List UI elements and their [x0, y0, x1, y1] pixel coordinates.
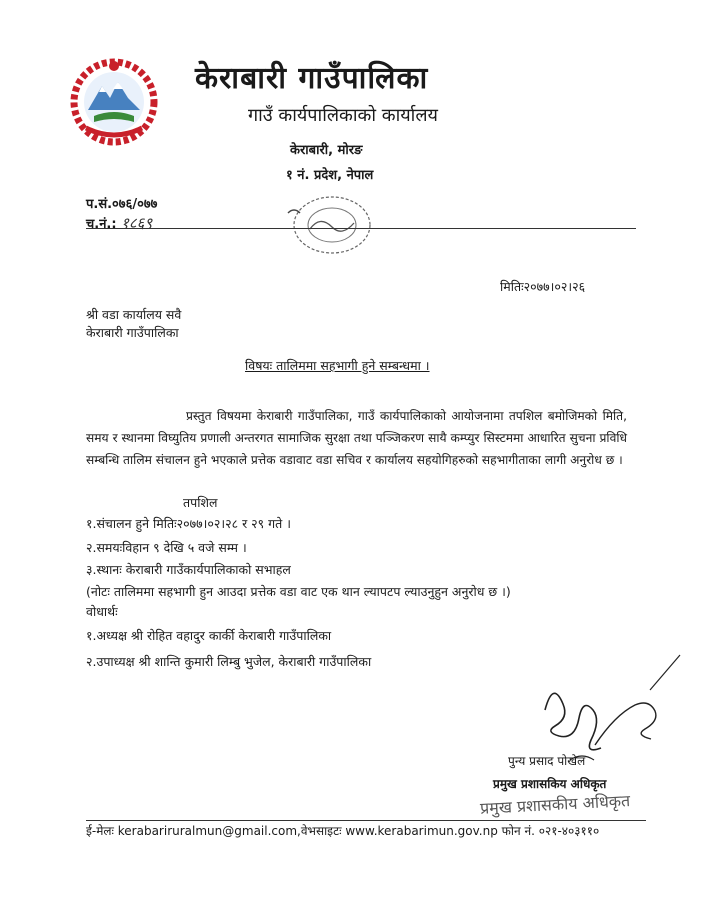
address-line-1: केराबारी, मोरङ [290, 143, 363, 158]
designation-stamp: प्रमुख प्रशासकीय अधिकृत [479, 791, 631, 818]
recipient-line-2: केराबारी गाउँपालिका [86, 325, 179, 340]
header-divider [86, 228, 636, 229]
bodharth-item-vice-chair: २.उपाध्यक्ष श्री शान्ति कुमारी लिम्बु भुजेल, केराबारी गाउँपालिका [86, 654, 372, 669]
nepal-emblem-logo [66, 58, 162, 146]
bodharth-item-chair: १.अध्यक्ष श्री रोहित वहादुर कार्की केराबारी गाउँपालिका [86, 628, 332, 643]
dispatch-number-handwritten: १८६९ [121, 214, 153, 232]
letter-subject: विषयः तालिममा सहभागी हुने सम्बन्धमा । [245, 358, 430, 373]
bodharth-heading: वोधार्थः [86, 604, 118, 619]
tapasil-item-date: १.संचालन हुने मितिः२०७७।०२।२८ र २९ गते । [86, 516, 292, 531]
footer-divider [86, 820, 646, 821]
footer-contact: ई-मेलः kerabariruralmun@gmail.com,वेभसाइटः www.kerabarimun.gov.np फोन नं. ०२१-४०३११० [86, 824, 600, 838]
tapasil-item-note: (नोटः तालिममा सहभागी हुन आउदा प्रत्तेक वडा वाट एक थान ल्यापटप ल्याउनुहुन अनुरोध छ ।) [86, 584, 511, 599]
dispatch-number-label: च.नं.: [86, 217, 117, 232]
office-stamp-seal [280, 185, 400, 257]
reference-number: प.सं.०७६/०७७ [86, 197, 158, 212]
signatory-name: पुन्य प्रसाद पोखेल [508, 754, 586, 768]
address-line-2: १ नं. प्रदेश, नेपाल [286, 168, 374, 183]
recipient-line-1: श्री वडा कार्यालय सवै [86, 307, 182, 322]
body-paragraph: प्रस्तुत विषयमा केराबारी गाउँपालिका, गाउँ कार्यपालिकाको आयोजनामा तपशिल बमोजिमको मिति, समय र स्थानमा विघ्युतिय प्रणाली अन्तरगत सामाजिक सुरक्षा तथा पञ्जिकरण सायै कम्प्युर सिस्टममा आधारित सुचना प्रविधि सम्बन्धि तालिम संचालन हुने भएकाले प्रत्तेक वडावाट वडा सचिव र कार्यालय सहयोगिहरुको सहभागीताका लागी अनुरोध छ । [86, 409, 627, 467]
tapasil-item-time: २.समयःविहान ९ देखि ५ वजे सम्म । [86, 540, 247, 555]
dispatch-number [86, 213, 152, 233]
tapasil-heading: तपशिल [183, 495, 218, 510]
municipality-title: केराबारी गाउँपालिका [195, 61, 429, 96]
signatory-designation: प्रमुख प्रशासकिय अधिकृत [493, 777, 607, 791]
tapasil-item-venue: ३.स्थानः केराबारी गाउँकार्यपालिकाको सभाहल [86, 562, 291, 577]
office-subtitle: गाउँ कार्यपालिकाको कार्यालय [248, 105, 438, 126]
letter-date: मितिः२०७७।०२।२६ [500, 279, 586, 294]
